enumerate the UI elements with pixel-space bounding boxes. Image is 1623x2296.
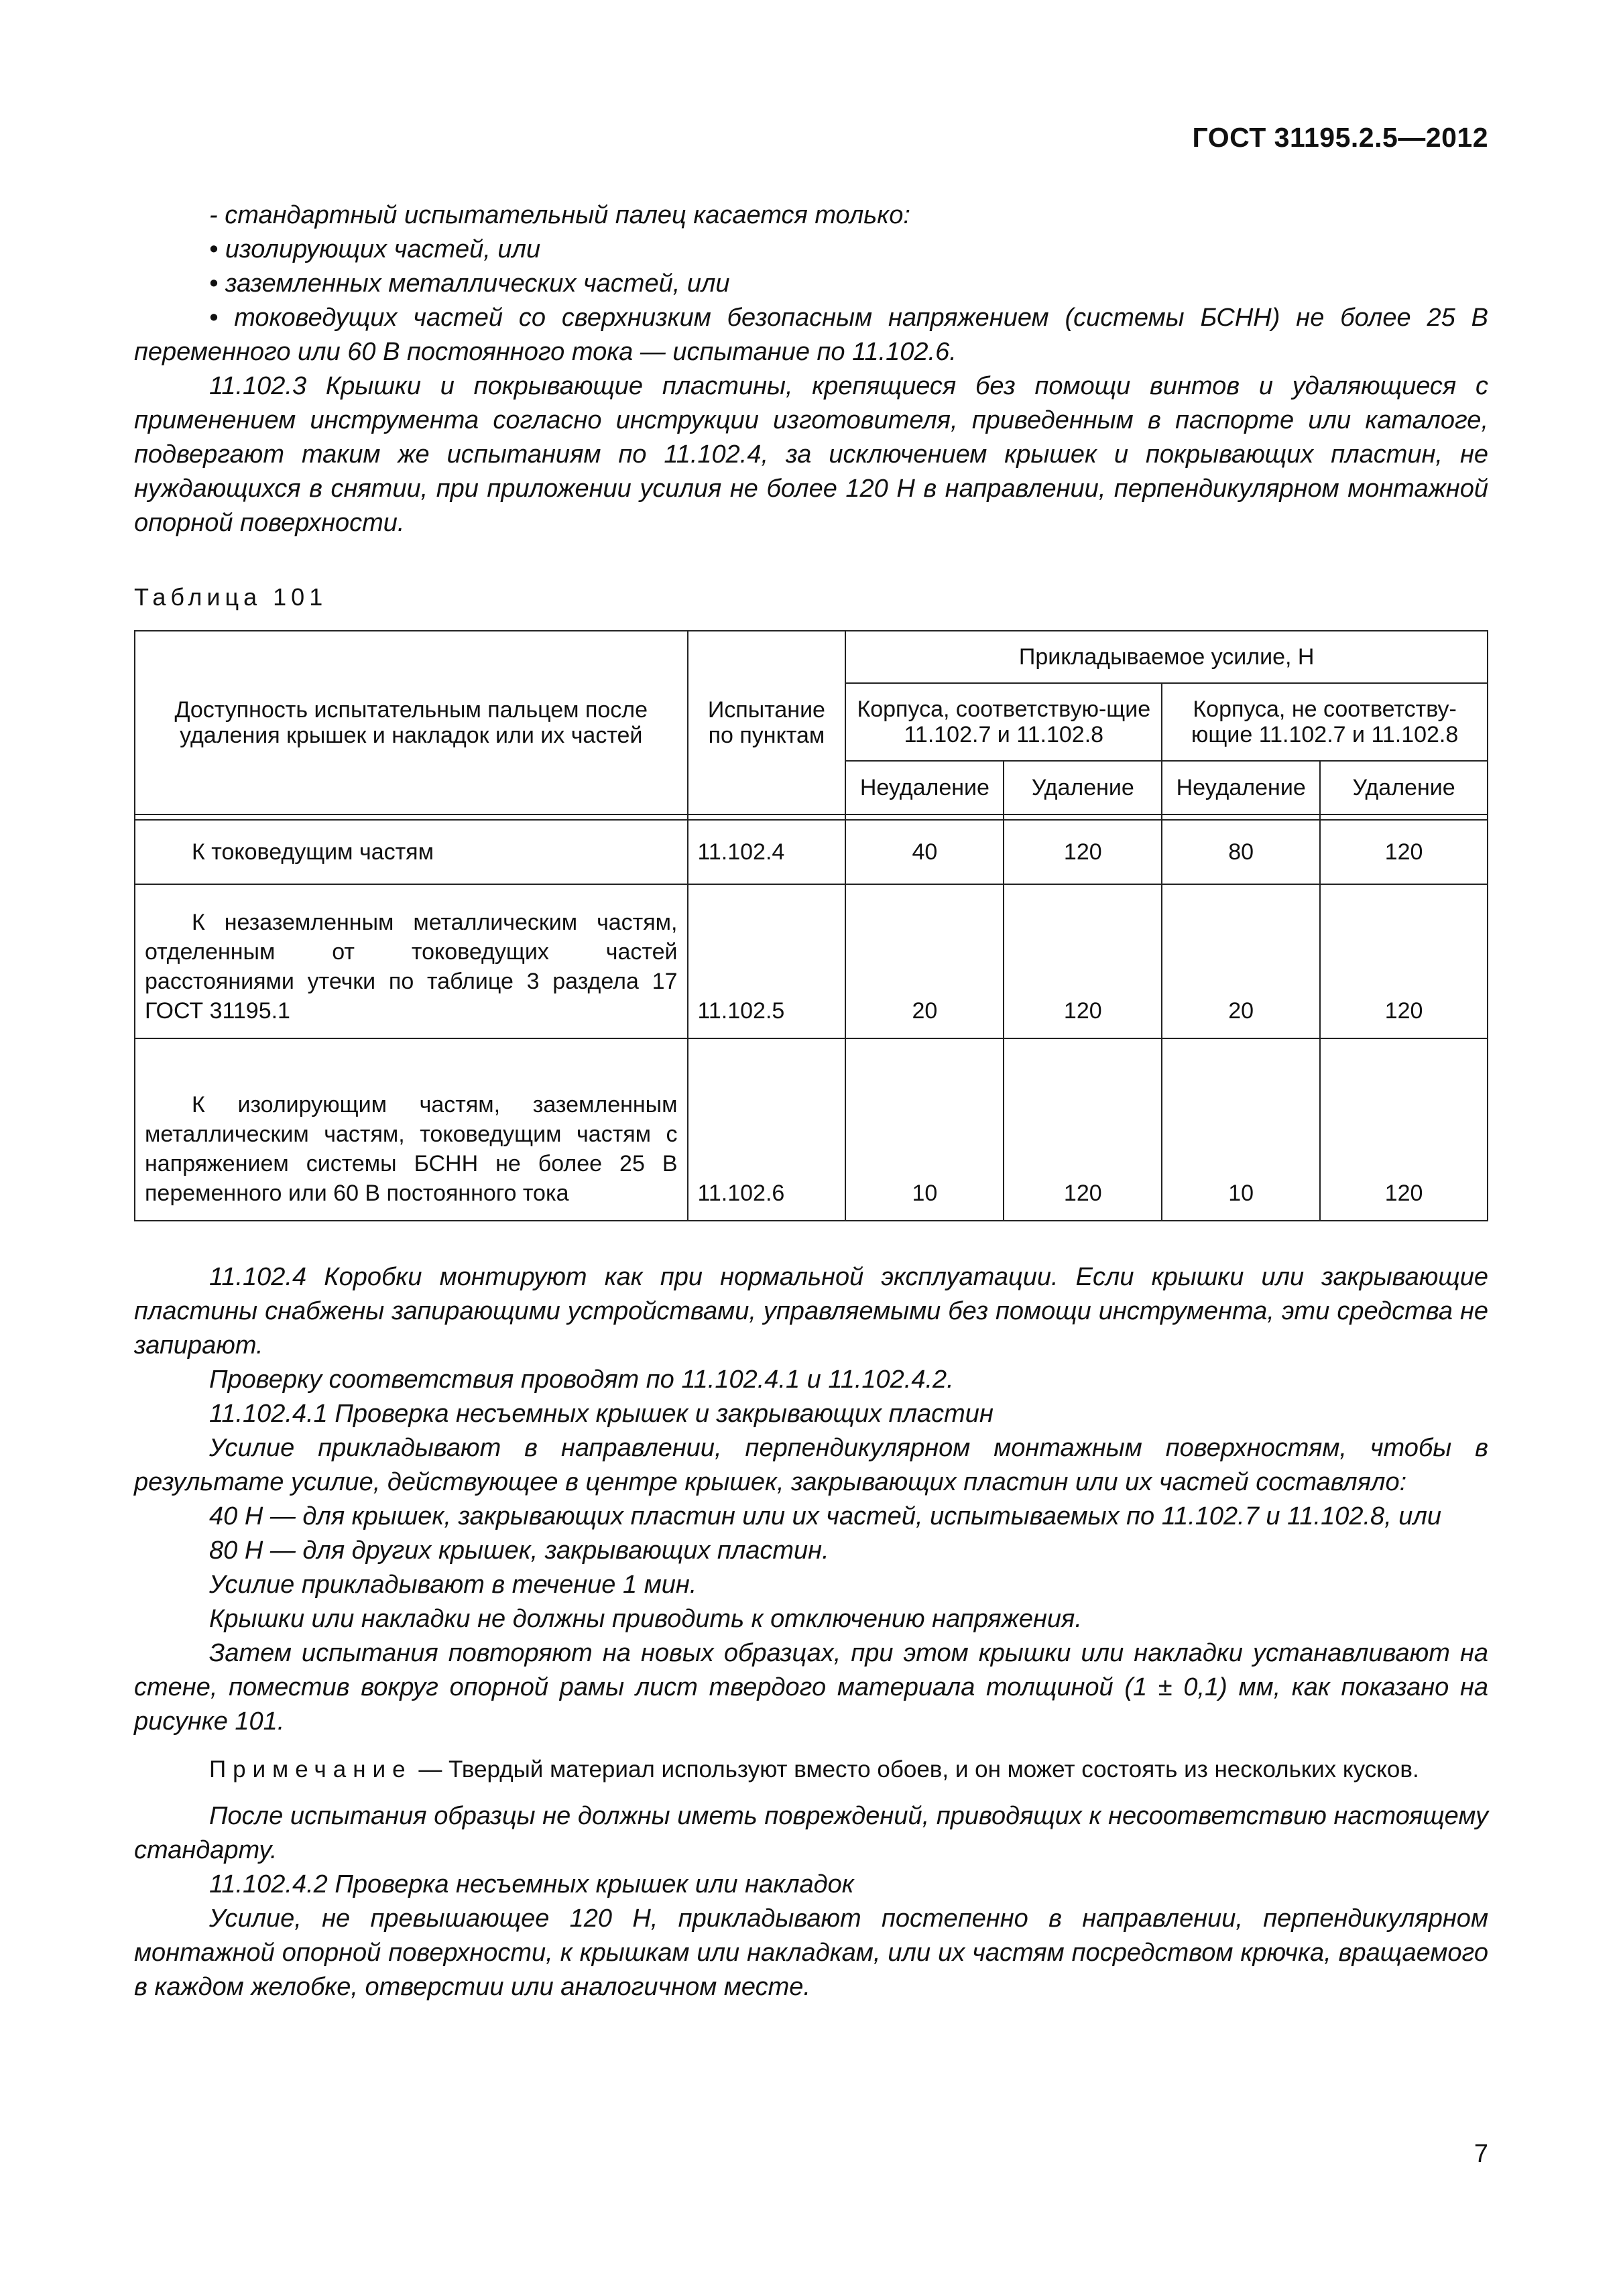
row-test: 11.102.6 — [688, 1038, 846, 1221]
paragraph: 40 Н — для крышек, закрывающих пластин или их частей, испытываемых по 11.102.7 и 11.102.8, или — [209, 1502, 1442, 1530]
header-access: Доступность испытательным пальцем после удаления крышек и накладок или их частей — [135, 631, 688, 814]
header-sub-removal: Удаление — [1320, 761, 1488, 814]
header-sub-removal: Удаление — [1004, 761, 1162, 814]
table-row — [135, 884, 1488, 1038]
header-force: Прикладываемое усилие, Н — [845, 631, 1488, 683]
paragraph: После испытания образцы не должны иметь повреждений, приводящих к несоответствию настоящему стандарту. — [134, 1802, 1488, 1864]
intro-section — [134, 198, 1488, 540]
paragraph: 80 Н — для других крышек, закрывающих пластин. — [209, 1536, 829, 1565]
table-row — [135, 820, 1488, 884]
document-page — [134, 0, 1488, 2296]
document-header: ГОСТ 31195.2.5—2012 — [1192, 122, 1488, 153]
intro-line: - стандартный испытательный палец касается только: — [209, 201, 910, 229]
paragraph-11-102-4-1: 11.102.4.1 Проверка несъемных крышек и закрывающих пластин — [209, 1400, 994, 1428]
paragraph: Затем испытания повторяют на новых образцах, при этом крышки или накладки устанавливают на стене, поместив вокруг опорной рамы лист твердого материала толщиной (1 ± 0,1) мм, как показано на рисунке 101. — [134, 1639, 1488, 1736]
row-test: 11.102.5 — [688, 884, 846, 1038]
bullet-item: • токоведущих частей со сверхнизким безопасным напряжением (системы БСНН) не более 25 В переменного или 60 В постоянного тока — испытание по 11.102.6. — [134, 304, 1488, 366]
row-label: К изолирующим частям, заземленным металлическим частям, токоведущим частям с напряжением системы БСНН не более 25 В переменного или 60 В постоянного тока — [135, 1038, 688, 1221]
note-text: — Твердый материал используют вместо обоев, и он может состоять из нескольких кусков. — [412, 1756, 1419, 1783]
row-label: К незаземленным металлическим частям, отделенным от токоведущих частей расстояниями утечки по таблице 3 раздела 17 ГОСТ 31195.1 — [135, 884, 688, 1038]
paragraph: Усилие, не превышающее 120 Н, прикладывают постепенно в направлении, перпендикулярном монтажной опорной поверхности, к крышкам или накладкам, или их частям посредством крючка, вращаемого в каждом желобке, отверстии или аналогичном месте. — [134, 1905, 1488, 2001]
row-value: 120 — [1320, 1038, 1488, 1221]
row-value: 120 — [1004, 1038, 1162, 1221]
header-test: Испытание по пунктам — [688, 631, 846, 814]
row-value: 120 — [1320, 884, 1488, 1038]
header-sub-no-removal: Неудаление — [1162, 761, 1320, 814]
row-value: 40 — [845, 820, 1004, 884]
table-row — [135, 1038, 1488, 1221]
row-value: 80 — [1162, 820, 1320, 884]
row-test: 11.102.4 — [688, 820, 846, 884]
page-number: 7 — [1474, 2140, 1488, 2168]
bullet-item: • изолирующих частей, или — [209, 235, 541, 263]
table-caption: Таблица 101 — [134, 583, 328, 611]
row-value: 120 — [1004, 820, 1162, 884]
row-value: 10 — [845, 1038, 1004, 1221]
row-value: 20 — [845, 884, 1004, 1038]
paragraph: Крышки или накладки не должны приводить к отключению напряжения. — [209, 1605, 1082, 1633]
header-group-noncompliant: Корпуса, не соответству-ющие 11.102.7 и 11.102.8 — [1162, 683, 1488, 761]
note-label: Примечание — [209, 1756, 412, 1783]
paragraph-11-102-4: 11.102.4 Коробки монтируют как при нормальной эксплуатации. Если крышки или закрывающие пластины снабжены запирающими устройствами, управляемыми без помощи инструмента, эти средства не запирают. — [134, 1263, 1488, 1360]
paragraph: Усилие прикладывают в направлении, перпендикулярном монтажным поверхностям, чтобы в результате усилие, действующее в центре крышек, закрывающих пластин или их частей составляло: — [134, 1434, 1488, 1496]
paragraph: Усилие прикладывают в течение 1 мин. — [209, 1571, 697, 1599]
header-sub-no-removal: Неудаление — [845, 761, 1004, 814]
paragraph: Проверку соответствия проводят по 11.102.4.1 и 11.102.4.2. — [209, 1366, 954, 1394]
header-group-compliant: Корпуса, соответствую-щие 11.102.7 и 11.102.8 — [845, 683, 1162, 761]
bullet-item: • заземленных металлических частей, или — [209, 269, 730, 298]
table-101 — [134, 630, 1488, 1221]
row-label: К токоведущим частям — [135, 820, 688, 884]
row-value: 20 — [1162, 884, 1320, 1038]
note — [134, 1754, 1488, 1786]
row-value: 120 — [1320, 820, 1488, 884]
row-value: 10 — [1162, 1038, 1320, 1221]
paragraph-11-102-4-2: 11.102.4.2 Проверка несъемных крышек или накладок — [209, 1870, 854, 1898]
paragraph-11-102-3: 11.102.3 Крышки и покрывающие пластины, крепящиеся без помощи винтов и удаляющиеся с применением инструмента согласно инструкции изготовителя, приведенным в паспорте или каталоге, подвергают таким же испытаниям по 11.102.4, за исключением крышек и покрывающих пластин, не нуждающихся в снятии, при приложении усилия не более 120 Н в направлении, перпендикулярном монтажной опорной поверхности. — [134, 372, 1488, 537]
body-section — [134, 1260, 1488, 2004]
row-value: 120 — [1004, 884, 1162, 1038]
